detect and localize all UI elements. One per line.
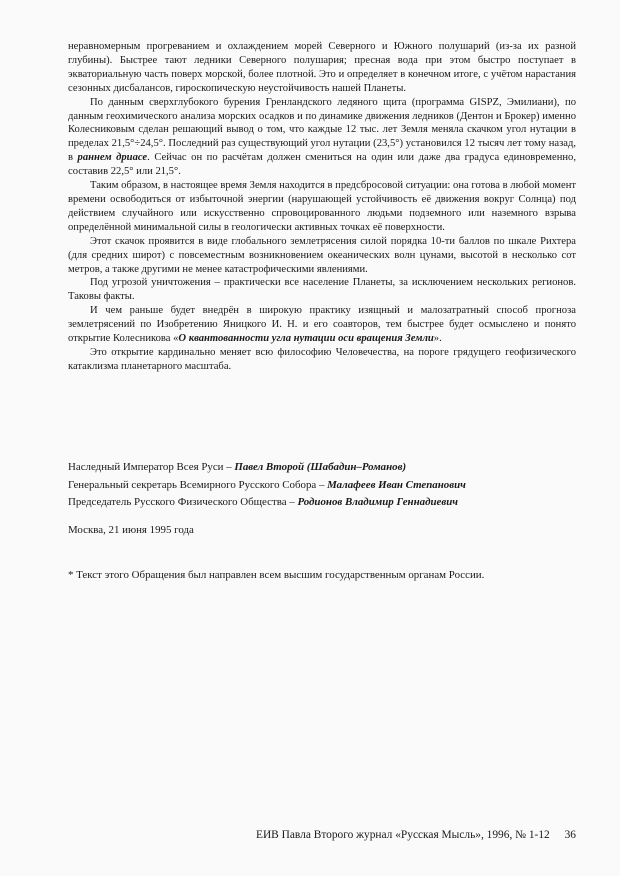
paragraph-1-text: неравномерным прогреванием и охлаждением морей Северного и Южного полушарий (из-за их разной глубины). Быстрее тают ледники Северного полушария; пресная вода при этом быстро поступает в экваториальную часть поверх морской, более плотной. Это и определяет в конечном итоге, с учётом нарастания сезонных дисбалансов, гироскопическую неустойчивость нашей Планеты. (68, 41, 576, 94)
paragraph-6-emphasis: О квантованности угла нутации оси вращения Земли (178, 333, 434, 345)
paragraph-5-text: Под угрозой уничтожения – практически все население Планеты, за исключением нескольких регионов. Таковы факты. (68, 277, 576, 303)
paragraph-6 (68, 304, 576, 346)
page-number: 36 (564, 829, 576, 841)
paragraph-3-text: Таким образом, в настоящее время Земля находится в предсбросовой ситуации: она готова в любой момент времени освободиться от избыточной энергии (нарушающей устойчивость её движения вокруг Солнца) под действием случайного или искусственно спровоцированного людьми подземного или наземного взрыва определённой минимальной силы в геологически активных точках её поверхности. (68, 180, 576, 233)
signature-line-chairman (68, 494, 576, 512)
signature-name: Павел Второй (Шабадин–Романов) (234, 461, 407, 473)
body-text (68, 40, 576, 374)
journal-citation: ЕИВ Павла Второго журнал «Русская Мысль», 1996, № 1-12 (256, 829, 550, 841)
signature-line-emperor (68, 459, 576, 477)
signature-title: Наследный Император Всея Руси – (68, 461, 235, 473)
paragraph-5 (68, 276, 576, 304)
signature-title: Председатель Русского Физического Общества – (68, 496, 298, 508)
paragraph-2 (68, 96, 576, 179)
place-and-date: Москва, 21 июня 1995 года (68, 524, 194, 536)
paragraph-3 (68, 179, 576, 235)
signature-name: Малафеев Иван Степанович (327, 478, 466, 491)
paragraph-6-text-start: И чем раньше будет внедрён в широкую практику изящный и малозатратный способ прогноза землетрясений по Изобретению Яницкого И. Н. и его соавторов, тем быстрее будет осмыслено и понято открытие Колесникова « (68, 305, 576, 345)
paragraph-7-text: Это открытие кардинально меняет всю философию Человечества, на пороге грядущего геофизического катаклизма планетарного масштаба. (68, 346, 576, 372)
signature-name: Родионов Владимир Геннадиевич (297, 496, 459, 508)
signature-title: Генеральный секретарь Всемирного Русского Собора – (68, 478, 328, 491)
signature-block (68, 459, 576, 512)
signature-line-secretary (68, 477, 576, 495)
footnote: * Текст этого Обращения был направлен всем высшим государственным органам России. (68, 569, 485, 581)
paragraph-4 (68, 235, 576, 277)
paragraph-2-text-start: По данным сверхглубокого бурения Гренландского ледяного щита (программа GISPZ, Эмилиани), по данным геохимического анализа морских осадков и по динамике движения ледников (Дентон и Брокер) именно Колесниковым сделан решающий вывод о том, что каждые 12 тыс. лет Земля меняла скачком угол нутации в пределах 21,5°÷24,5°. Последний раз существующий угол нутации (23,5°) установился 12 тысяч лет тому назад, в (68, 96, 576, 164)
paragraph-2-text-end: . Сейчас он по расчётам должен смениться на один или даже два градуса единовременно, составив 22,5° или 21,5°. (68, 152, 576, 178)
paragraph-6-text-end: ». (433, 333, 442, 345)
paragraph-4-text: Этот скачок проявится в виде глобального землетрясения силой порядка 10-ти баллов по шкале Рихтера (для средних широт) с повсеместным возникновением океанических волн цунами, высотой в несколько сот метров, а также другими не менее катастрофическими явлениями. (68, 235, 576, 275)
paragraph-7 (68, 346, 576, 374)
paragraph-1 (68, 40, 576, 96)
paragraph-2-emphasis: раннем дриасе (77, 152, 148, 164)
